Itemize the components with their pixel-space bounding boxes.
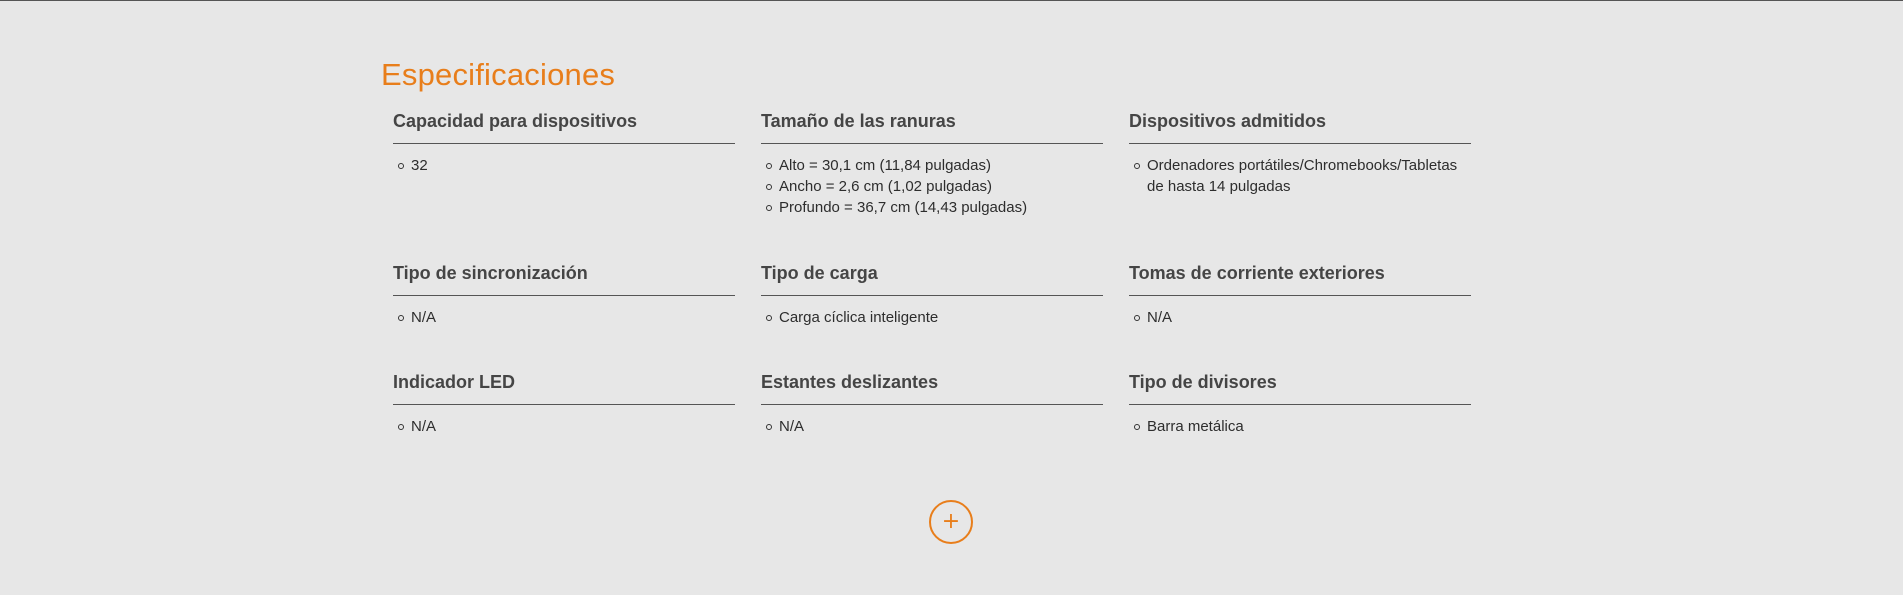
spec-title: Indicador LED <box>393 370 735 405</box>
spec-value: N/A <box>761 416 1103 437</box>
spec-value: Profundo = 36,7 cm (14,43 pulgadas) <box>761 197 1103 218</box>
spec-value: N/A <box>393 307 735 328</box>
spec-value-list <box>761 296 1103 328</box>
spec-value: N/A <box>393 416 735 437</box>
expand-specifications-button[interactable] <box>929 500 973 544</box>
spec-title: Tipo de divisores <box>1129 370 1471 405</box>
spec-value-list <box>1129 405 1471 437</box>
spec-value-list <box>393 144 735 176</box>
spec-value-list <box>761 405 1103 437</box>
spec-item-capacidad <box>393 109 735 261</box>
spec-title: Capacidad para dispositivos <box>393 109 735 144</box>
spec-value: N/A <box>1129 307 1471 328</box>
spec-value-list <box>761 144 1103 218</box>
spec-value: Alto = 30,1 cm (11,84 pulgadas) <box>761 155 1103 176</box>
spec-item-sincronizacion <box>393 261 735 370</box>
spec-title: Dispositivos admitidos <box>1129 109 1471 144</box>
spec-value-list <box>1129 296 1471 328</box>
spec-value: 32 <box>393 155 735 176</box>
plus-icon: + <box>941 509 961 534</box>
spec-item-tipo-carga <box>761 261 1103 370</box>
spec-value: Ordenadores portátiles/Chromebooks/Tabletas de hasta 14 pulgadas <box>1129 155 1471 197</box>
spec-title: Estantes deslizantes <box>761 370 1103 405</box>
spec-item-estantes-deslizantes <box>761 370 1103 479</box>
specifications-section <box>381 50 1475 479</box>
spec-value: Barra metálica <box>1129 416 1471 437</box>
spec-item-tipo-divisores <box>1129 370 1471 479</box>
top-divider <box>0 0 1903 1</box>
spec-value-list <box>1129 144 1471 197</box>
spec-value: Carga cíclica inteligente <box>761 307 1103 328</box>
spec-value: Ancho = 2,6 cm (1,02 pulgadas) <box>761 176 1103 197</box>
spec-title: Tomas de corriente exteriores <box>1129 261 1471 296</box>
spec-grid <box>393 109 1475 479</box>
spec-value-list <box>393 405 735 437</box>
spec-value-list <box>393 296 735 328</box>
spec-title: Tipo de carga <box>761 261 1103 296</box>
spec-item-indicador-led <box>393 370 735 479</box>
spec-item-tomas-corriente <box>1129 261 1471 370</box>
section-title: Especificaciones <box>381 57 616 92</box>
spec-title: Tamaño de las ranuras <box>761 109 1103 144</box>
spec-item-tamano-ranuras <box>761 109 1103 261</box>
spec-item-dispositivos-admitidos <box>1129 109 1471 261</box>
spec-title: Tipo de sincronización <box>393 261 735 296</box>
